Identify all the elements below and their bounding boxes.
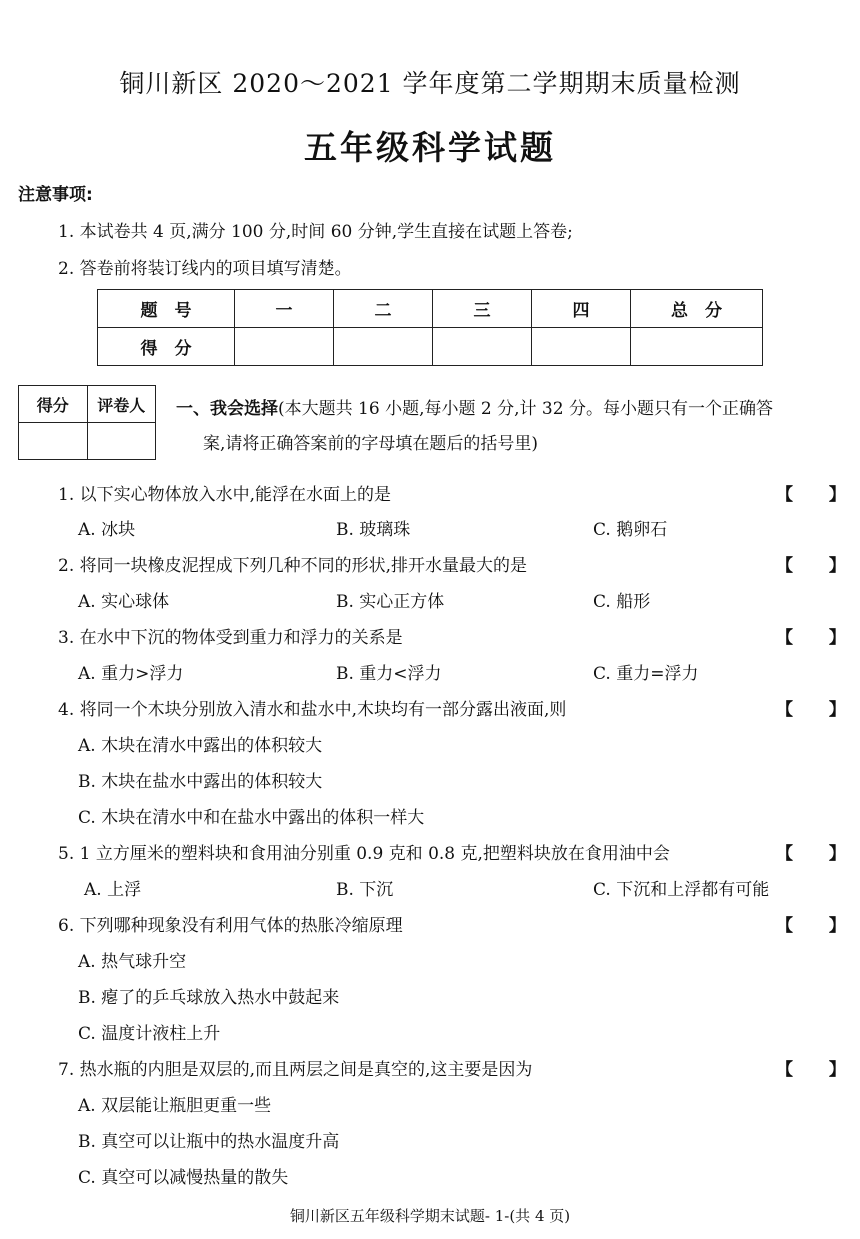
- option-b: B. 重力<浮力: [336, 664, 442, 684]
- question-stem: 3. 在水中下沉的物体受到重力和浮力的关系是: [58, 628, 403, 648]
- score-table-col-3: 三: [433, 290, 532, 328]
- option-b: B. 木块在盐水中露出的体积较大: [78, 772, 323, 792]
- option-b: B. 瘪了的乒乓球放入热水中鼓起来: [78, 988, 340, 1008]
- section-desc-line2: 案,请将正确答案前的字母填在题后的括号里): [203, 434, 539, 454]
- option-b: B. 实心正方体: [336, 592, 445, 612]
- question-stem: 2. 将同一块橡皮泥捏成下列几种不同的形状,排开水量最大的是: [58, 556, 528, 576]
- answer-bracket[interactable]: 【 】: [776, 916, 846, 936]
- score-cell-total[interactable]: [631, 328, 763, 366]
- option-c: C. 船形: [593, 592, 651, 612]
- score-table-header-label: 题 号: [98, 290, 235, 328]
- question-stem: 5. 1 立方厘米的塑料块和食用油分别重 0.9 克和 0.8 克,把塑料块放在食用油中会: [58, 844, 670, 864]
- option-a: A. 上浮: [84, 880, 142, 900]
- option-c: C. 温度计液柱上升: [78, 1024, 221, 1044]
- exam-title: 五年级科学试题: [304, 128, 556, 167]
- notice-item-2: 2. 答卷前将装订线内的项目填写清楚。: [58, 259, 352, 279]
- question-stem: 7. 热水瓶的内胆是双层的,而且两层之间是真空的,这主要是因为: [58, 1060, 533, 1080]
- page-footer: 铜川新区五年级科学期末试题- 1-(共 4 页): [289, 1207, 571, 1225]
- score-table-col-4: 四: [532, 290, 631, 328]
- exam-header: 铜川新区 2020～2021 学年度第二学期期末质量检测: [119, 69, 741, 98]
- score-table-col-2: 二: [334, 290, 433, 328]
- grader-score-cell[interactable]: [19, 423, 88, 460]
- option-a: A. 双层能让瓶胆更重一些: [78, 1096, 272, 1116]
- score-table-row-label: 得 分: [98, 328, 235, 366]
- grader-name-cell[interactable]: [87, 423, 156, 460]
- notice-item-1: 1. 本试卷共 4 页,满分 100 分,时间 60 分钟,学生直接在试题上答卷;: [58, 222, 573, 242]
- option-a: A. 冰块: [78, 520, 136, 540]
- answer-bracket[interactable]: 【 】: [776, 844, 846, 864]
- question-stem: 1. 以下实心物体放入水中,能浮在水面上的是: [58, 485, 392, 505]
- answer-bracket[interactable]: 【 】: [776, 485, 846, 505]
- grader-table: [18, 385, 156, 460]
- option-c: C. 真空可以减慢热量的散失: [78, 1168, 289, 1188]
- grader-score-label: 得分: [19, 386, 88, 423]
- option-c: C. 重力=浮力: [593, 664, 699, 684]
- question-stem: 4. 将同一个木块分别放入清水和盐水中,木块均有一部分露出液面,则: [58, 700, 567, 720]
- score-table-col-1: 一: [235, 290, 334, 328]
- question-stem: 6. 下列哪种现象没有利用气体的热胀冷缩原理: [58, 916, 403, 936]
- option-a: A. 重力>浮力: [78, 664, 184, 684]
- score-cell[interactable]: [235, 328, 334, 366]
- option-b: B. 下沉: [336, 880, 394, 900]
- answer-bracket[interactable]: 【 】: [776, 628, 846, 648]
- score-cell[interactable]: [433, 328, 532, 366]
- notice-label: 注意事项:: [18, 185, 93, 205]
- section-title: 一、我会选择: [176, 399, 278, 419]
- option-a: A. 木块在清水中露出的体积较大: [78, 736, 323, 756]
- option-a: A. 实心球体: [78, 592, 170, 612]
- option-b: B. 玻璃珠: [336, 520, 411, 540]
- answer-bracket[interactable]: 【 】: [776, 700, 846, 720]
- answer-bracket[interactable]: 【 】: [776, 1060, 846, 1080]
- section-heading: [176, 394, 773, 419]
- option-c: C. 木块在清水中和在盐水中露出的体积一样大: [78, 808, 425, 828]
- score-table: [97, 289, 763, 366]
- option-b: B. 真空可以让瓶中的热水温度升高: [78, 1132, 340, 1152]
- option-c: C. 鹅卵石: [593, 520, 668, 540]
- grader-name-label: 评卷人: [87, 386, 156, 423]
- answer-bracket[interactable]: 【 】: [776, 556, 846, 576]
- score-cell[interactable]: [532, 328, 631, 366]
- section-desc-line1: (本大题共 16 小题,每小题 2 分,计 32 分。每小题只有一个正确答: [278, 399, 773, 419]
- option-c: C. 下沉和上浮都有可能: [593, 880, 770, 900]
- score-table-col-total: 总 分: [631, 290, 763, 328]
- option-a: A. 热气球升空: [78, 952, 187, 972]
- score-cell[interactable]: [334, 328, 433, 366]
